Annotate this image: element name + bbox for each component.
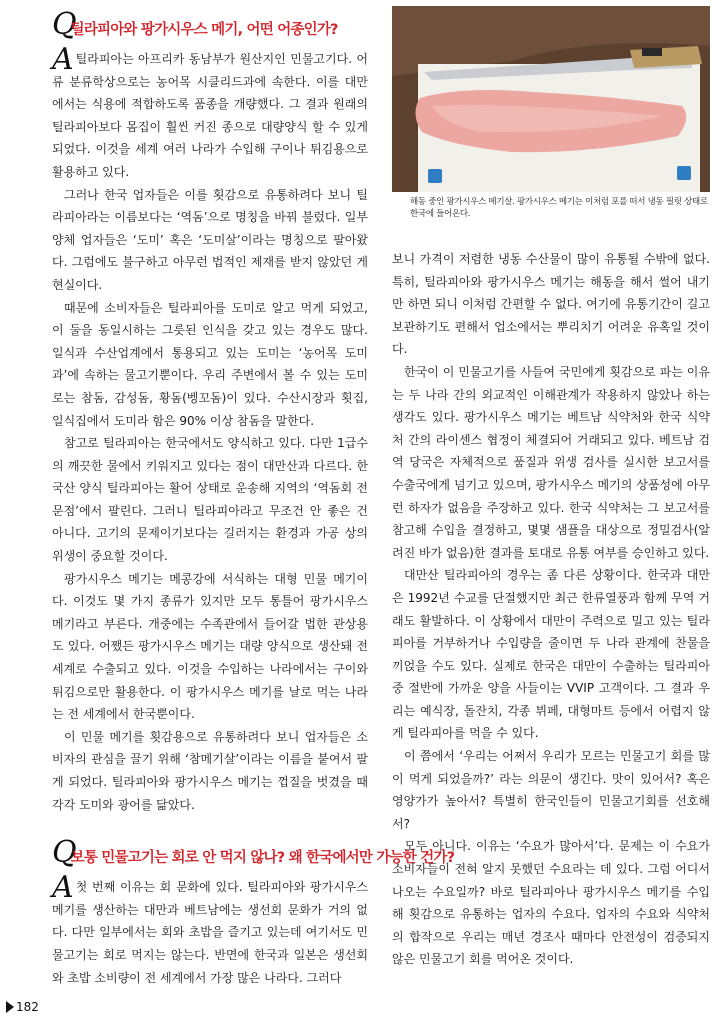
photo-caption: 해동 중인 팡가시우스 메기살. 팡가시우스 메기는 이처럼 포를 떠서 냉동 필릿 상태로 한국에 들어온다. bbox=[410, 197, 708, 219]
left-column bbox=[52, 7, 455, 989]
right-column bbox=[392, 248, 710, 971]
question-title: 틸라피아와 팡가시우스 메기, 어떤 어종인가? bbox=[70, 22, 338, 38]
body-paragraph: 때문에 소비자들은 틸라피아를 도미로 알고 먹게 되었고, 이 둘을 동일시하는 그릇된 인식을 갖고 있는 경우도 많다. 일식과 수산업계에서 통용되고 있는 도미는 ‘농어목 도미과’에 속하는 물고기뿐이다. 우리 주변에서 볼 수 있는 도미로는 참돔, 감성돔, 황돔(벵꼬돔)이 있다. 수산시장과 횟집, 일식집에서 도미라 함은 90% 이상 참돔을 말한다. bbox=[52, 300, 368, 428]
page-number bbox=[6, 1000, 39, 1014]
answer-text: 첫 번째 이유는 회 문화에 있다. 틸라피아와 팡가시우스 메기를 생산하는 대만과 베트남에는 생선회 문화가 거의 없다. 다만 일부에서는 회와 초밥을 즐기고 있는데 여기서도 민물고기는 회로 먹지는 않는다. 반면에 한국과 일본은 생선회와 초밥 소비량이 전 세계에서 가장 많은 나라다. 그러다 bbox=[52, 880, 368, 985]
question-heading bbox=[52, 835, 455, 871]
board-foot bbox=[428, 169, 442, 183]
body-paragraph: 대만산 틸라피아의 경우는 좀 다른 상황이다. 한국과 대만은 1992년 수교를 단절했지만 최근 한류열풍과 함께 무역 거래도 활발하다. 이 상황에서 대만이 주력으로 밀고 있는 틸라피아를 거부하거나 수입량을 줄이면 두 나라 관계에 찬물을 끼얹을 수도 있다. 실제로 한국은 대만이 수출하는 틸라피아 중 절반에 가까운 양을 사들이는 VVIP 고객이다. 그 결과 우리는 예식장, 돌잔치, 각종 뷔페, 대형마트 등에서 어렵지 않게 틸라피아를 먹을 수 있다. bbox=[392, 568, 710, 741]
body-paragraph: 한국이 이 민물고기를 사들여 국민에게 횟감으로 파는 이유는 두 나라 간의 외교적인 이해관계가 작용하지 않았나 하는 생각도 있다. 팡가시우스 메기는 베트남 식약처와 한국 식약처 간의 라이센스 협정이 체결되어 거래되고 있다. 베트남 검역 당국은 자체적으로 품질과 위생 검사를 실시한 보고서를 수출국에게 넘기고 있으며, 팡가시우스 메기의 상품성에 아무런 하자가 없음을 주장하고 있다. 한국 식약처는 그 보고서를 참고해 수입을 결정하고, 몇몇 샘플을 대상으로 정밀검사(알려진 바가 없음)한 결과를 토대로 유통 여부를 승인하고 있다. bbox=[392, 364, 710, 560]
answer-letter: A bbox=[52, 42, 74, 77]
body-paragraph: 이 민물 메기를 횟감용으로 유통하려다 보니 업자들은 소비자의 관심을 끌기 위해 ‘참메기살’이라는 이름을 붙여서 팔게 되었다. 틸라피아와 팡가시우스 메기는 껍질을 벗겼을 때 각각 도미와 광어를 닮았다. bbox=[52, 729, 368, 812]
page-number-text: 182 bbox=[16, 1000, 39, 1014]
body-paragraph: 이 쯤에서 ‘우리는 어쩌서 우리가 모르는 민물고기 회를 많이 먹게 되었을까?’ 라는 의문이 생긴다. 맛이 있어서? 혹은 영양가가 높아서? 특별히 한국인들이 민물고기회를 선호해서? bbox=[392, 749, 710, 831]
answer-letter: A bbox=[52, 870, 74, 906]
board-foot bbox=[677, 166, 691, 180]
body-paragraph: 팡가시우스 메기는 메콩강에 서식하는 대형 민물 메기이다. 이것도 몇 가지 종류가 있지만 모두 통틀어 팡가시우스 메기라고 부른다. 개중에는 수족관에서 들어갈 법한 관상용도 있다. 어쨌든 팡가시우스 메기는 대량 양식으로 생산돼 전 세계로 수출되고 있다. 이것을 수입하는 나라에서는 구이와 튀김으로만 활용한다. 이 팡가시우스 메기를 날로 먹는 나라는 전 세계에서 한국뿐이다. bbox=[52, 571, 368, 722]
fish-fillet-photo bbox=[392, 6, 710, 192]
answer-text: 틸라피아는 아프리카 동남부가 원산지인 민물고기다. 어류 분류학상으로는 농어목 시클리드과에 속한다. 이를 대만에서는 식용에 적합하도록 품종을 개량했다. 그 결과 원래의 틸라피아보다 몸집이 훨씬 커진 종으로 대량양식 할 수 있게 되었다. 이것을 세계 여러 나라가 수입해 구이나 튀김용으로 활용하고 있다. bbox=[52, 52, 368, 179]
question-letter: Q bbox=[52, 7, 77, 42]
question-letter: Q bbox=[52, 835, 77, 871]
body-paragraph: 참고로 틸라피아는 한국에서도 양식하고 있다. 다만 1급수의 깨끗한 물에서 키워지고 있다는 점이 대만산과 다르다. 한국산 양식 틸라피아는 활어 상태로 운송해 지역의 ‘역돔회 전문점’에서 팔린다. 그러니 틸라피아라고 무조건 안 좋은 건 아니다. 고기의 문제이기보다는 길러지는 환경과 가공 상의 위생이 중요할 것이다. bbox=[52, 436, 368, 564]
body-paragraph: 보니 가격이 저렴한 냉동 수산물이 많이 유통될 수밖에 없다. 특히, 틸라피아와 팡가시우스 메기는 해동을 해서 썰어 내기만 하면 되니 이처럼 간편할 수 없다. 여기에 유통기간이 길고 보관하기도 편해서 업소에서는 뿌리치기 어려운 유혹일 것이다. bbox=[392, 252, 710, 357]
body-paragraph: 모두 아니다. 이유는 ‘수요가 많아서’다. 문제는 이 수요가 소비자들이 전혀 알지 못했던 수요라는 데 있다. 그럼 어디서 나오는 수요일까? 바로 틸라피아나 팡가시우스 메기를 수입해 횟감으로 유통하는 업자의 수요다. 업자의 수요와 식약처의 합작으로 우리는 매년 경조사 때마다 안전성이 검증되지 않은 민물고기 회를 먹어온 것이다. bbox=[392, 839, 710, 967]
body-paragraph: 그러나 한국 업자들은 이를 횟감으로 유통하려다 보니 틸라피아라는 이름보다는 ‘역돔’으로 명칭을 바꿔 불렀다. 일부 양체 업자들은 ‘도미’ 혹은 ‘도미살’이라는 명칭으로 팔아왔다. 그럼에도 불구하고 아무런 법적인 제재를 받지 않았던 게 현실이다. bbox=[52, 187, 368, 292]
question-title: 보통 민물고기는 회로 안 먹지 않나? 왜 한국에서만 가능한 건가? bbox=[70, 850, 455, 867]
triangle-icon bbox=[6, 1001, 14, 1013]
question-heading bbox=[52, 7, 368, 42]
answer-paragraph bbox=[52, 870, 368, 989]
answer-paragraph bbox=[52, 42, 368, 184]
fillet-illustration bbox=[392, 6, 710, 192]
